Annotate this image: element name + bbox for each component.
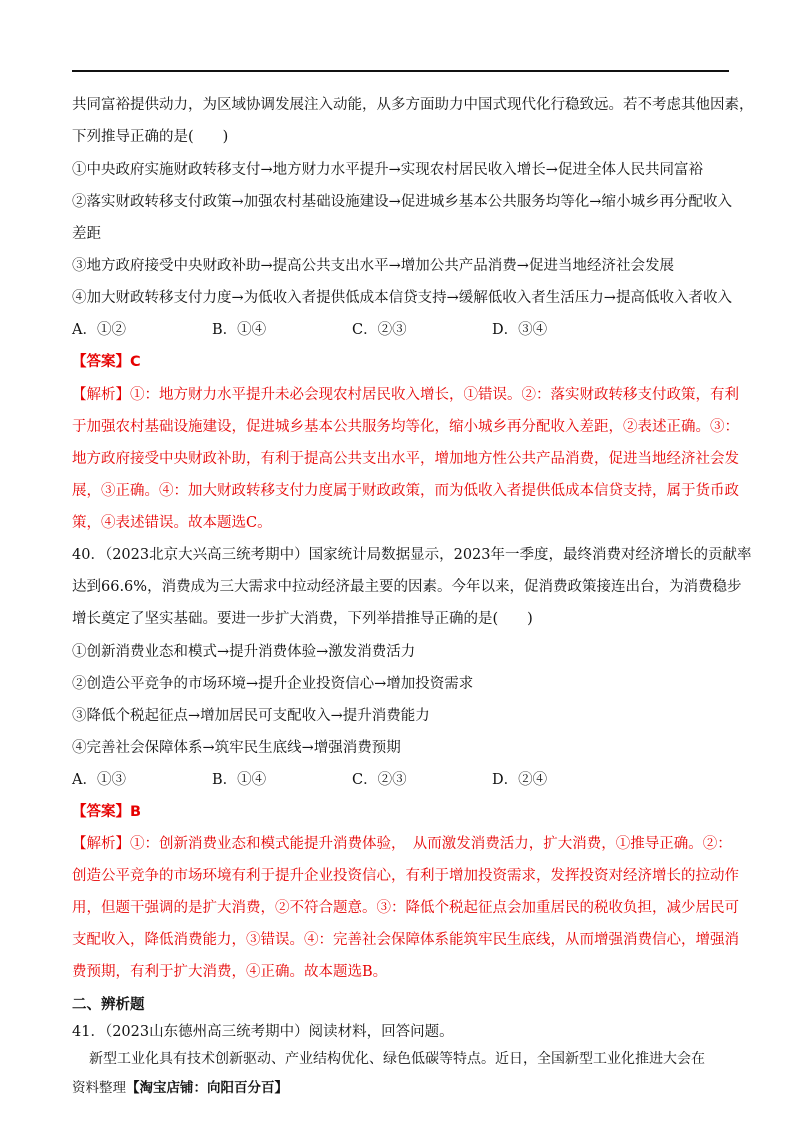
- q39-option-c: C．②③: [352, 322, 407, 338]
- q39-item-2-cont: 差距: [72, 226, 101, 242]
- q39-analysis-3: 地方政府接受中央财政补助，有利于提高公共支出水平，增加地方性公共产品消费，促进当地经济社会发: [72, 451, 739, 467]
- q40-stem-line-3: 增长奠定了坚实基础。要进一步扩大消费，下列举措推导正确的是( ): [72, 611, 533, 627]
- q40-option-d: D．②④: [492, 772, 548, 788]
- q40-option-b: B．①④: [212, 772, 267, 788]
- q40-item-4: ④完善社会保障体系→筑牢民生底线→增强消费预期: [72, 740, 401, 756]
- q40-options: [72, 770, 632, 790]
- q39-item-3: ③地方政府接受中央财政补助→提高公共支出水平→增加公共产品消费→促进当地经济社会发展: [72, 258, 674, 274]
- q39-analysis-4: 展，③正确。④：加大财政转移支付力度属于财政政策，而为低收入者提供低成本信贷支持，属于货币政: [72, 483, 739, 499]
- q39-option-b: B．①④: [212, 322, 267, 338]
- q39-item-2: ②落实财政转移支付政策→加强农村基础设施建设→促进城乡基本公共服务均等化→缩小城乡再分配收入: [72, 194, 732, 210]
- q41-material: 新型工业化具有技术创新驱动、产业结构优化、绿色低碳等特点。近日，全国新型工业化推进大会在: [89, 1051, 705, 1067]
- q39-option-a: A．①②: [72, 322, 126, 338]
- q39-analysis-2: 于加强农村基础设施建设，促进城乡基本公共服务均等化，缩小城乡再分配收入差距，②表述正确。③：: [72, 419, 739, 435]
- q39-options: [72, 320, 632, 340]
- q39-item-1: ①中央政府实施财政转移支付→地方财力水平提升→实现农村居民收入增长→促进全体人民共同富裕: [72, 162, 703, 178]
- q39-option-d: D．③④: [492, 322, 548, 338]
- q40-item-2: ②创造公平竞争的市场环境→提升企业投资信心→增加投资需求: [72, 676, 474, 692]
- q39-stem-line-2: 下列推导正确的是( ): [72, 129, 229, 145]
- q40-analysis-5: 费预期，有利于扩大消费，④正确。故本题选B。: [72, 964, 388, 980]
- q40-stem-line-2: 达到66.6%，消费成为三大需求中拉动经济最主要的因素。今年以来，促消费政策接连出台，为消费稳步: [72, 579, 742, 595]
- q39-answer: 【答案】C: [72, 354, 141, 370]
- footer: [72, 1078, 288, 1098]
- q40-item-1: ①创新消费业态和模式→提升消费体验→激发消费活力: [72, 644, 416, 660]
- q40-option-a: A．①③: [72, 772, 126, 788]
- q40-item-3: ③降低个税起征点→增加居民可支配收入→提升消费能力: [72, 708, 430, 724]
- q40-option-c: C．②③: [352, 772, 407, 788]
- q39-stem-line-1: 共同富裕提供动力，为区域协调发展注入动能，从多方面助力中国式现代化行稳致远。若不考虑其他因素，: [72, 97, 754, 113]
- header-rule: [72, 70, 729, 72]
- q39-analysis-5: 策，④表述错误。故本题选C。: [72, 515, 272, 531]
- q40-analysis-1: 【解析】①：创新消费业态和模式能提升消费体验， 从而激发消费活力，扩大消费，①推导正确。②：: [72, 836, 732, 852]
- footer-shop: 【淘宝店铺：向阳百分百】: [126, 1080, 288, 1096]
- q40-answer: 【答案】B: [72, 804, 142, 820]
- section-heading: 二、辨析题: [72, 997, 145, 1013]
- q40-analysis-4: 支配收入，降低消费能力，③错误。④：完善社会保障体系能筑牢民生底线，从而增强消费信心，增强消: [72, 932, 739, 948]
- q39-analysis-1: 【解析】①：地方财力水平提升未必会现农村居民收入增长，①错误。②：落实财政转移支付政策，有利: [72, 387, 739, 403]
- q41-stem: 41．（2023山东德州高三统考期中）阅读材料，回答问题。: [72, 1024, 454, 1040]
- q40-analysis-2: 创造公平竞争的市场环境有利于提升企业投资信心，有利于增加投资需求，发挥投资对经济增长的拉动作: [72, 868, 739, 884]
- q40-stem-line-1: 40．（2023北京大兴高三统考期中）国家统计局数据显示，2023年一季度，最终消费对经济增长的贡献率: [72, 547, 752, 563]
- q40-analysis-3: 用，但题干强调的是扩大消费，②不符合题意。③：降低个税起征点会加重居民的税收负担，减少居民可: [72, 900, 739, 916]
- footer-prefix: 资料整理: [72, 1080, 126, 1096]
- q39-item-4: ④加大财政转移支付力度→为低收入者提供低成本信贷支持→缓解低收入者生活压力→提高低收入者收入: [72, 290, 732, 306]
